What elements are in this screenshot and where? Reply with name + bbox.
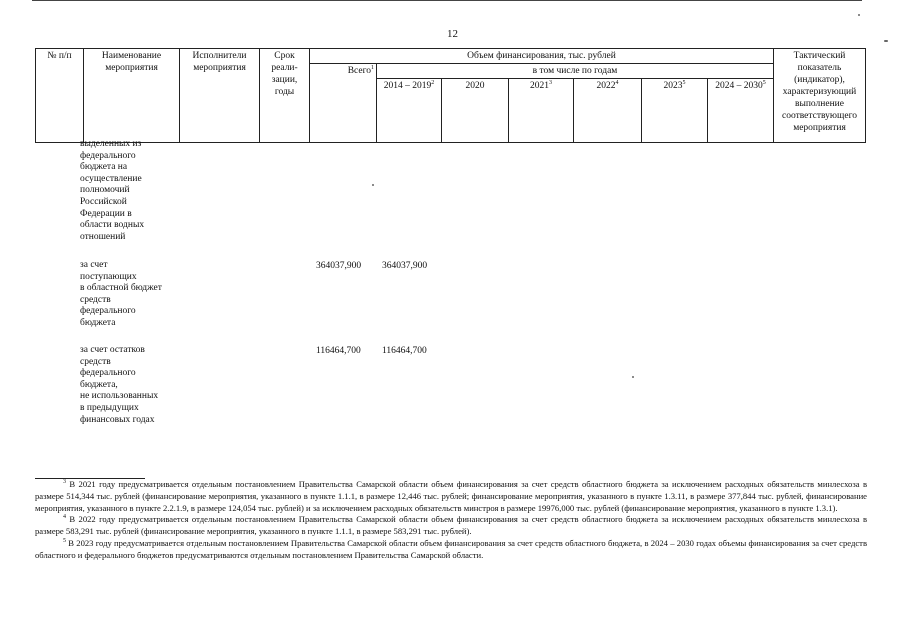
footnotes — [35, 479, 867, 562]
scan-speck — [858, 14, 860, 16]
col-term-header: Срок реали- зации, годы — [260, 49, 310, 143]
col-indicator-header: Тактический показатель (индикатор), характеризующий выполнение соответствующего мероприятия — [774, 49, 866, 143]
col-year-header: 2020 — [442, 79, 509, 143]
scan-speck — [884, 40, 888, 42]
row-1-name: выделенных из федерального бюджета на осуществление полномочий Российской Федерации в области водных отношений — [80, 139, 145, 242]
scan-speck — [632, 376, 634, 378]
col-year-header: 2014 – 2019$^2$ — [377, 79, 442, 143]
row-3-name: за счет остатков средств федерального бюджета, не использованных в предыдущих финансовых годах — [80, 345, 159, 425]
footnote: $^5$ В 2023 году предусматривается отдельным постановлением Правительства Самарской области объем финансирования за счет средств областного бюджета, в 2024 – 2030 годах объемы финансирования за счет средств областного и федерального бюджетов предусматриваются отдельным постановлением Правительства Самарской области. — [35, 537, 867, 560]
col-executors-header: Исполнители мероприятия — [180, 49, 260, 143]
top-rule — [32, 0, 862, 1]
row-2-2014-2019: 364037,900 — [382, 261, 428, 271]
col-by-years-header: в том числе по годам — [377, 64, 774, 79]
col-year-header: 2021$^3$ — [509, 79, 574, 143]
col-year-header: 2023$^5$ — [642, 79, 708, 143]
col-year-header: 2022$^4$ — [574, 79, 642, 143]
row-3-total: 116464,700 — [316, 346, 361, 356]
footnote: $^3$ В 2021 году предусматривается отдельным постановлением Правительства Самарской области объем финансирования за счет средств областного бюджета за исключением расходных обязательств минлесхоза в размере 514,344 тыс. рублей (финансирование мероприятия, указанного в пункте 1.1.1, в размере 12,446 тыс. рублей; финансирование мероприятия, указанного в пункте 1.3.11, в размере 377,844 тыс. рублей, финансирование мероприятия, указанного в пункте 2.2.1.9, в размере 124,054 тыс. рублей) и за исключением расходных обязательств минстроя в размере 19976,000 тыс. рублей (финансирование мероприятия, указанного в пункте 1.3.1). — [35, 479, 867, 513]
col-year-header: 2024 – 2030$^5$ — [708, 79, 774, 143]
col-number-header: № п/п — [36, 49, 84, 143]
row-2-total: 364037,900 — [316, 261, 362, 271]
footnote: $^4$ В 2022 году предусматривается отдельным постановлением Правительства Самарской области объем финансирования за счет средств областного бюджета за исключением расходных обязательств минлесхоза в размере 583,291 тыс. рублей (финансирование мероприятия, указанного в пункте 1.1.1, в размере 583,291 тыс. рублей). — [35, 514, 867, 537]
row-2-name: за счет поступающих в областной бюджет средств федерального бюджета — [80, 260, 162, 328]
page-number: 12 — [447, 28, 458, 40]
funding-table-header — [35, 48, 866, 143]
row-3-2014-2019: 116464,700 — [382, 346, 427, 356]
col-total-header: Всего$^1$ — [310, 64, 377, 143]
col-funding-header: Объем финансирования, тыс. рублей — [310, 49, 774, 64]
scan-speck — [372, 184, 374, 186]
col-name-header: Наименование мероприятия — [84, 49, 180, 143]
